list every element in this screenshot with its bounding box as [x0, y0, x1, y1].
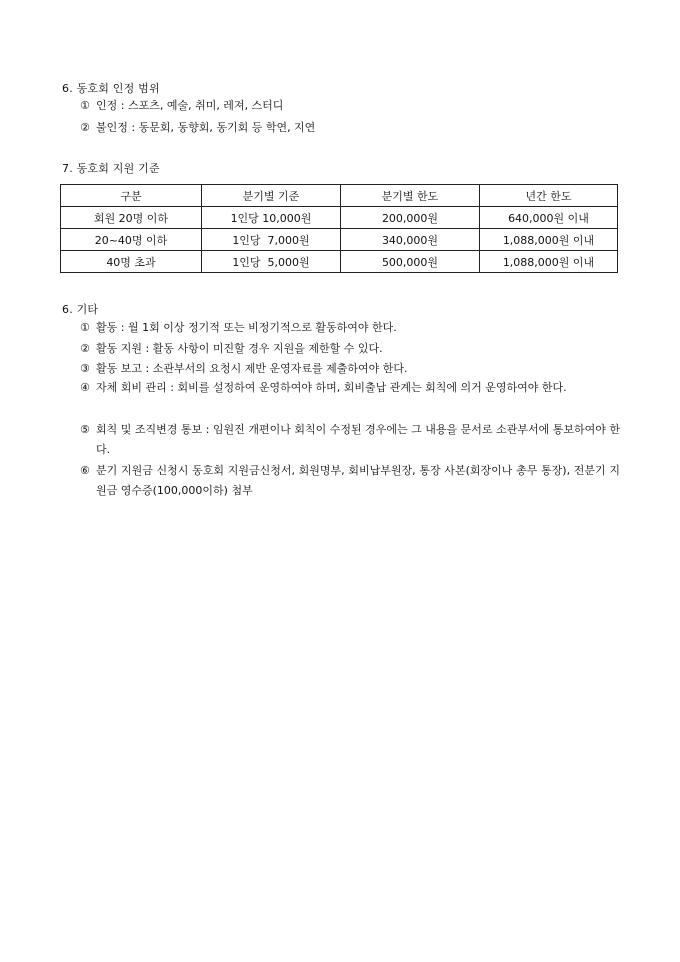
column-header: 년간 한도 [480, 185, 618, 207]
table-cell: 1인당 7,000원 [202, 229, 341, 251]
item-number: ② [80, 342, 90, 355]
column-header: 구분 [61, 185, 202, 207]
section-title-support-criteria: 7. 동호회 지원 기준 [62, 162, 160, 175]
table-cell: 40명 초과 [61, 251, 202, 273]
table-row [61, 229, 618, 251]
item-number: ① [80, 321, 90, 334]
column-header: 분기별 기준 [202, 185, 341, 207]
list-item [80, 420, 620, 460]
list-item [80, 339, 620, 359]
item-number: ② [80, 121, 90, 134]
item-text: 불인정 : 동문회, 동향회, 동기회 등 학연, 지연 [96, 121, 316, 134]
item-number: ⑥ [80, 464, 90, 477]
item-text: 활동 : 월 1회 이상 정기적 또는 비정기적으로 활동하여야 한다. [96, 321, 397, 334]
table-cell: 1,088,000원 이내 [480, 229, 618, 251]
table-cell: 20~40명 이하 [61, 229, 202, 251]
table-row [61, 251, 618, 273]
section-title-club-scope: 6. 동호회 인정 범위 [62, 82, 160, 95]
item-text: 활동 지원 : 활동 사항이 미진할 경우 지원을 제한할 수 있다. [96, 342, 383, 355]
list-item [80, 378, 620, 398]
item-number: ① [80, 99, 90, 112]
table-cell: 200,000원 [341, 207, 480, 229]
table-cell: 회원 20명 이하 [61, 207, 202, 229]
table-cell: 1,088,000원 이내 [480, 251, 618, 273]
table-cell: 340,000원 [341, 229, 480, 251]
list-item [80, 359, 620, 379]
item-text: 분기 지원금 신청시 동호회 지원금신청서, 회원명부, 회비납부원장, 통장 사본(회장이나 총무 통장), 전분기 지원금 영수증(100,000이하) 첨부 [96, 464, 620, 497]
item-number: ⑤ [80, 423, 90, 436]
table-header-row [61, 185, 618, 207]
table-cell: 640,000원 이내 [480, 207, 618, 229]
section-title-other: 6. 기타 [62, 303, 99, 316]
list-item [80, 318, 620, 338]
table-cell: 500,000원 [341, 251, 480, 273]
list-item [80, 96, 620, 116]
list-item [80, 118, 620, 138]
support-criteria-table [60, 184, 618, 273]
item-number: ④ [80, 381, 90, 394]
table-cell: 1인당 10,000원 [202, 207, 341, 229]
item-number: ③ [80, 362, 90, 375]
table-row [61, 207, 618, 229]
table-cell: 1인당 5,000원 [202, 251, 341, 273]
item-text: 회칙 및 조직변경 통보 : 임원진 개편이나 회칙이 수정된 경우에는 그 내용을 문서로 소관부서에 통보하여야 한다. [96, 423, 620, 456]
item-text: 활동 보고 : 소관부서의 요청시 제반 운영자료를 제출하여야 한다. [96, 362, 408, 375]
item-text: 자체 회비 관리 : 회비를 설정하여 운영하여야 하며, 회비출납 관계는 회칙에 의거 운영하여야 한다. [96, 381, 567, 394]
item-text: 인정 : 스포츠, 예술, 취미, 레져, 스터디 [96, 99, 284, 112]
list-item [80, 461, 620, 501]
column-header: 분기별 한도 [341, 185, 480, 207]
